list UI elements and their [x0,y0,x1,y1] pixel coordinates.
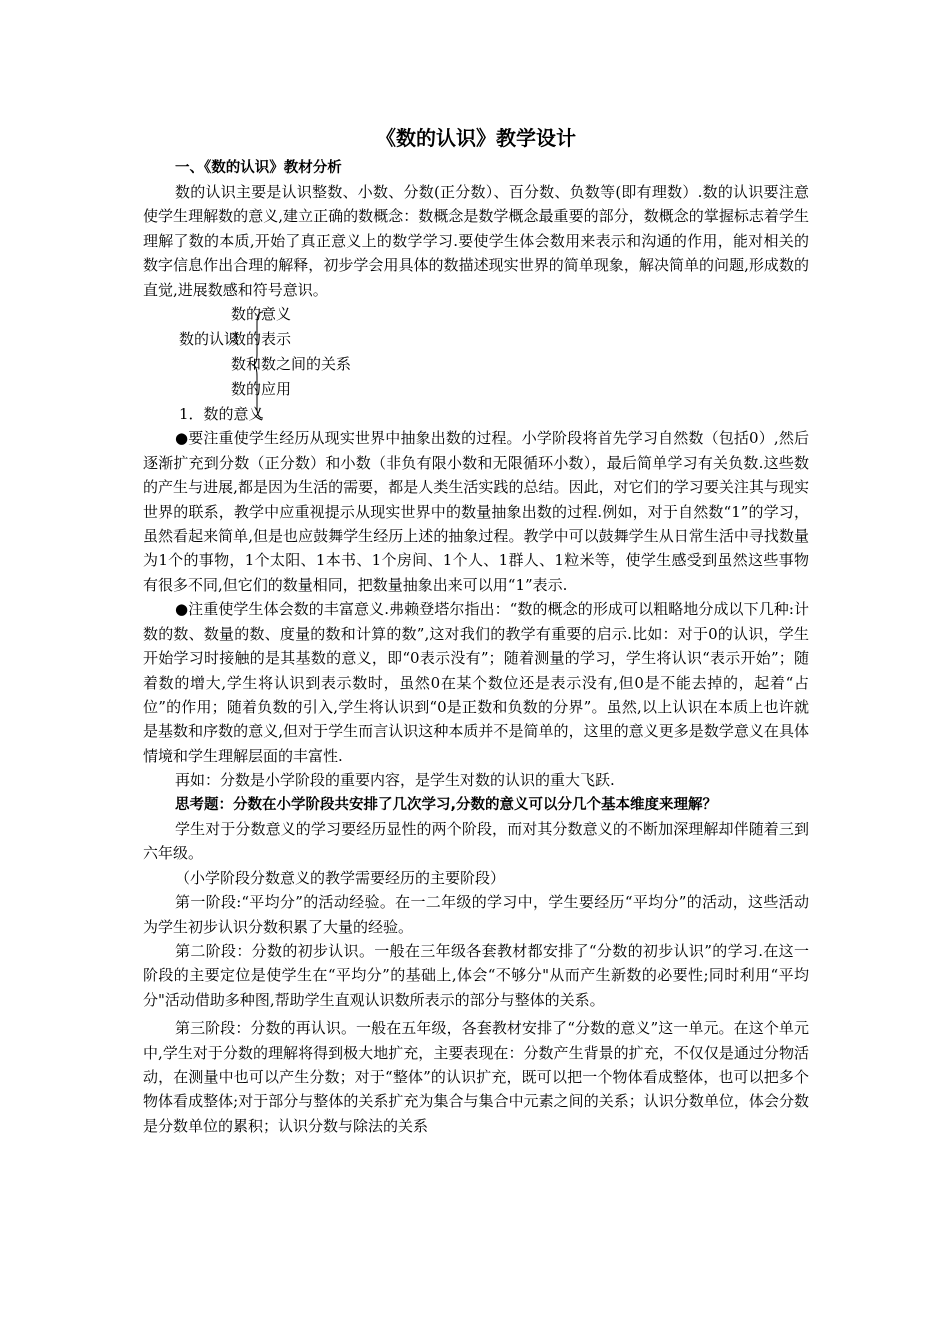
question-line: 思考题：分数在小学阶段共安排了几次学习,分数的意义可以分几个基本维度来理解？ [175,796,718,813]
tree-branch-meaning: 数的意义 [231,305,292,324]
tree-branch-relations: 数和数之间的关系 [231,355,352,374]
document-page [143,120,809,1138]
stage-3-paragraph: 第三阶段：分数的再认识。一般在五年级，各套教材安排了“分数的意义”这一单元。在这个单元中,学生对于分数的理解将得到极大地扩充，主要表现在：分数产生背景的扩充，不仅仅是通过分物活动，在测量中也可以产生分数；对于“整体”的认识扩充，既可以把一个物体看成整体，也可以把多个物体看成整体;对于部分与整体的关系扩充为集合与集合中元素之间的关系；认识分数单位，体会分数是分数单位的累积；认识分数与除法的关系 [143,1019,809,1135]
bullet-paragraph-1: ●要注重使学生经历从现实世界中抽象出数的过程。小学阶段将首先学习自然数（包括0）,然后逐渐扩充到分数（正分数）和小数（非负有限小数和无限循环小数），最后简单学习有关负数.这些数的产生与进展,都是因为生活的需要，都是人类生活实践的总结。因此，对它们的学习要关注其与现实世界的联系，教学中应重视提示从现实世界中的数量抽象出数的过程.例如，对于自然数“1”的学习，虽然看起来简单,但是也应鼓舞学生经历上述的抽象过程。教学中可以鼓舞学生从日常生活中寻找数量为1个的事物，1个太阳、1本书、1个房间、1个人、1群人、1粒米等，使学生感受到虽然这些事物有很多不同,但它们的数量相同，把数量抽象出来可以用“1”表示. [143,429,809,594]
concept-tree [143,302,809,402]
tree-branch-representation: 数的表示 [231,330,292,349]
section-heading-1: 一、《数的认识》教材分析 [175,160,342,176]
stage-2-paragraph: 第二阶段：分数的初步认识。一般在三年级各套教材都安排了“分数的初步认识”的学习.在这一阶段的主要定位是使学生在“平均分”的基础上,体会“不够分"从而产生新数的必要性;同时利用“平均分"活动借助多种图,帮助学生直观认识数所表示的部分与整体的关系。 [143,941,809,1009]
stages-caption: （小学阶段分数意义的教学需要经历的主要阶段） [175,868,506,887]
example-line: 再如：分数是小学阶段的重要内容，是学生对数的认识的重大飞跃. [175,771,615,790]
document-title: 《数的认识》教学设计 [376,126,576,150]
tree-root: 数的认识 [179,330,240,349]
brace-icon [253,310,265,420]
tree-branch-application: 数的应用 [231,380,292,399]
subheading-number-meaning: 1．数的意义 [179,405,264,424]
stage-1-paragraph: 第一阶段:“平均分”的活动经验。在一二年级的学习中，学生要经历“平均分”的活动，这些活动为学生初步认识分数积累了大量的经验。 [143,893,809,936]
intro-paragraph: 数的认识主要是认识整数、小数、分数(正分数）、百分数、负数等(即有理数）.数的认识要注意使学生理解数的意义,建立正确的数概念：数概念是数学概念最重要的部分，数概念的掌握标志着学生理解了数的本质,开始了真正意义上的数学学习.要使学生体会数用来表示和沟通的作用，能对相关的数字信息作出合理的解释，初步学会用具体的数描述现实世界的简单现象，解决简单的问题,形成数的直觉,进展数感和符号意识。 [143,183,809,299]
bullet-paragraph-2: ●注重使学生体会数的丰富意义.弗赖登塔尔指出：“数的概念的形成可以粗略地分成以下几种:计数的数、数量的数、度量的数和计算的数”,这对我们的教学有重要的启示.比如：对于0的认识，学生开始学习时接触的是其基数的意义，即“0表示没有”；随着测量的学习，学生将认识“表示开始”；随着数的增大,学生将认识到表示数时，虽然0在某个数位还是表示没有,但0是不能去掉的，起着“占位”的作用；随着负数的引入,学生将认识到“0是正数和负数的分界”。虽然,以上认识在本质上也许就是基数和序数的意义,但对于学生而言认识这种本质并不是简单的，这里的意义更多是数学意义在具体情境和学生理解层面的丰富性. [143,600,809,765]
stages-paragraph: 学生对于分数意义的学习要经历显性的两个阶段，而对其分数意义的不断加深理解却伴随着三到六年级。 [143,819,809,863]
